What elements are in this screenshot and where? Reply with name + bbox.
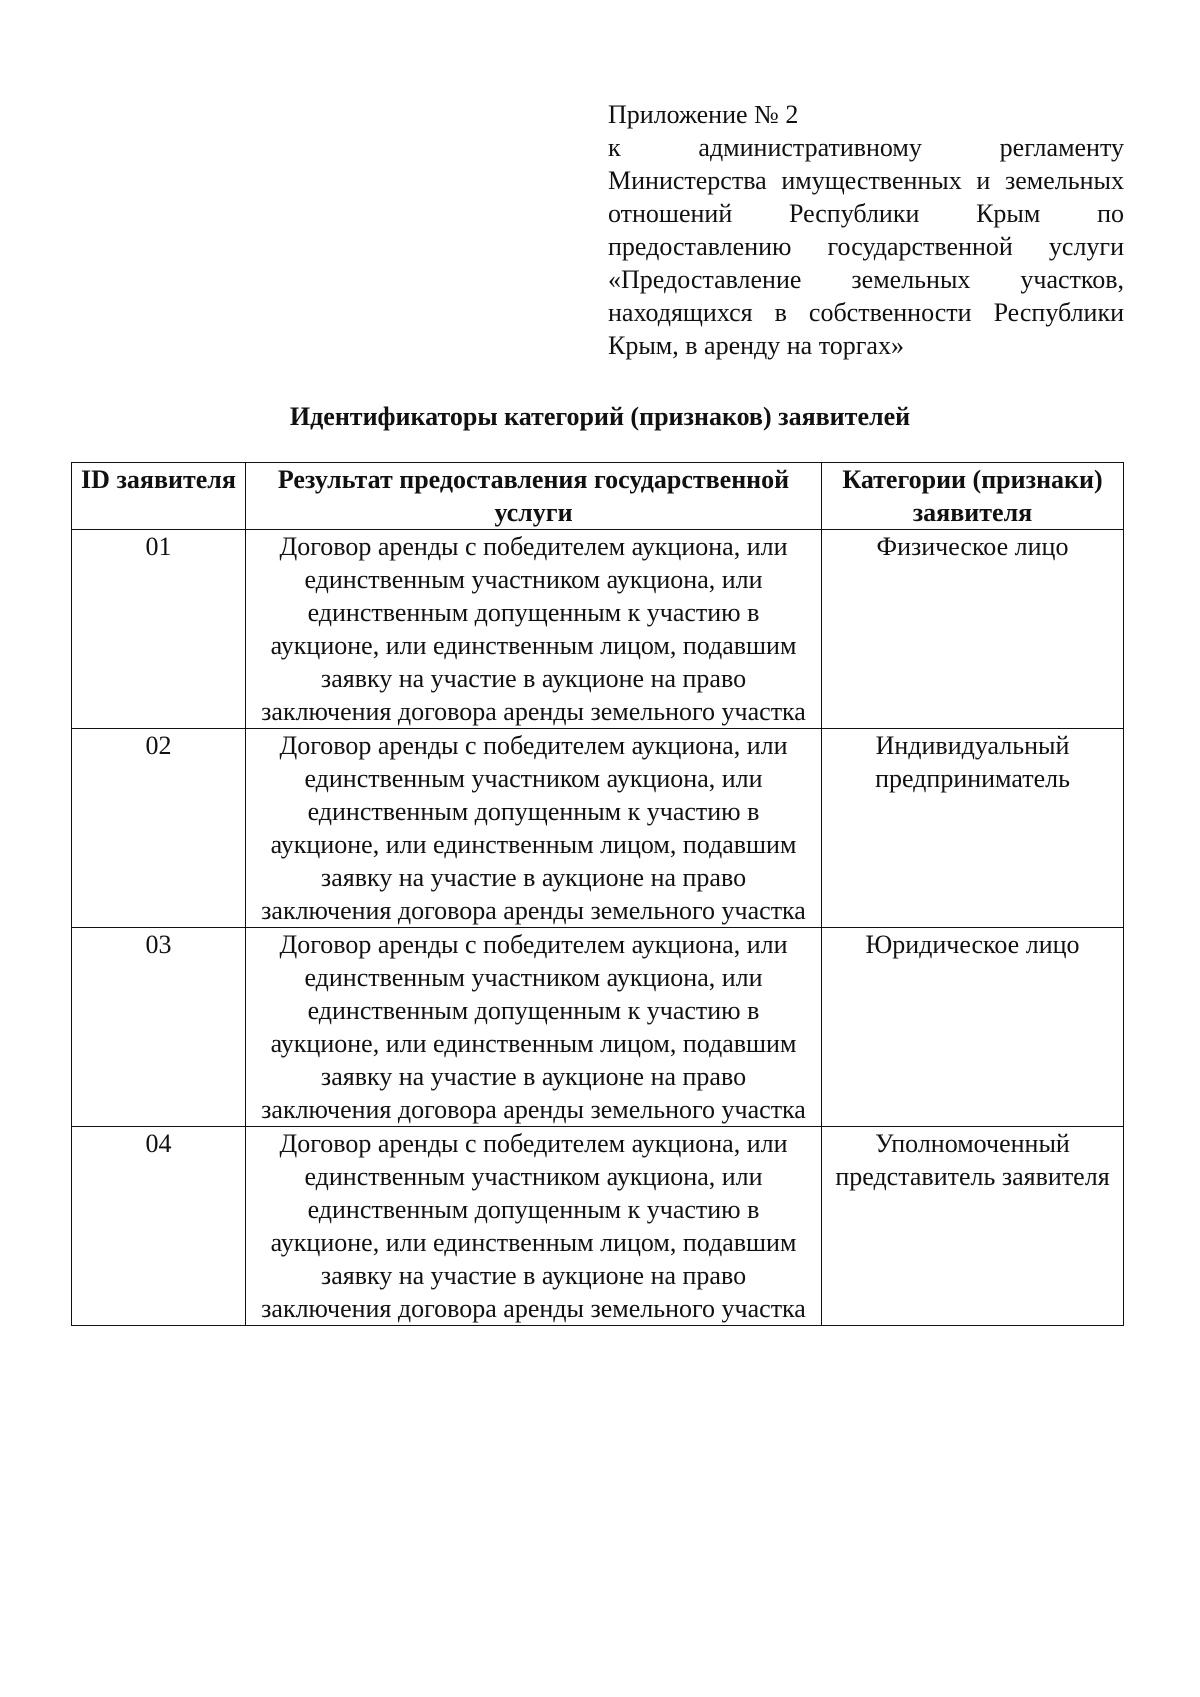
- row-id: 03: [72, 928, 246, 1127]
- header-id: ID заявителя: [72, 463, 246, 530]
- row-category: Индивидуальный предприниматель: [822, 729, 1124, 928]
- document-heading: Идентификаторы категорий (признаков) заявителей: [289, 402, 911, 431]
- table-row: [72, 530, 1124, 729]
- table-row: [72, 729, 1124, 928]
- table-row: [72, 928, 1124, 1127]
- row-id: 01: [72, 530, 246, 729]
- row-result: Договор аренды с победителем аукциона, или единственным участником аукциона, или единственным допущенным к участию в аукционе, или единственным лицом, подавшим заявку на участие в аукционе на право заключения договора аренды земельного участка: [246, 928, 822, 1127]
- row-category: Физическое лицо: [822, 530, 1124, 729]
- appendix-block: [608, 98, 1124, 362]
- appendix-text: к административному регламенту Министерства имущественных и земельных отношений Республики Крым по предоставлению государственной услуги «Предоставление земельных участков, находящихся в собственности Республики Крым, в аренду на торгах»: [608, 133, 1124, 360]
- row-result: Договор аренды с победителем аукциона, или единственным участником аукциона, или единственным допущенным к участию в аукционе, или единственным лицом, подавшим заявку на участие в аукционе на право заключения договора аренды земельного участка: [246, 530, 822, 729]
- row-id: 02: [72, 729, 246, 928]
- appendix-title: Приложение № 2: [608, 100, 799, 129]
- row-id: 04: [72, 1127, 246, 1326]
- row-result: Договор аренды с победителем аукциона, или единственным участником аукциона, или единственным допущенным к участию в аукционе, или единственным лицом, подавшим заявку на участие в аукционе на право заключения договора аренды земельного участка: [246, 1127, 822, 1326]
- header-result: Результат предоставления государственной услуги: [246, 463, 822, 530]
- row-result: Договор аренды с победителем аукциона, или единственным участником аукциона, или единственным допущенным к участию в аукционе, или единственным лицом, подавшим заявку на участие в аукционе на право заключения договора аренды земельного участка: [246, 729, 822, 928]
- table-header-row: [72, 463, 1124, 530]
- table-row: [72, 1127, 1124, 1326]
- row-category: Юридическое лицо: [822, 928, 1124, 1127]
- header-category: Категории (признаки) заявителя: [822, 463, 1124, 530]
- row-category: Уполномоченный представитель заявителя: [822, 1127, 1124, 1326]
- applicant-categories-table: [71, 462, 1124, 1326]
